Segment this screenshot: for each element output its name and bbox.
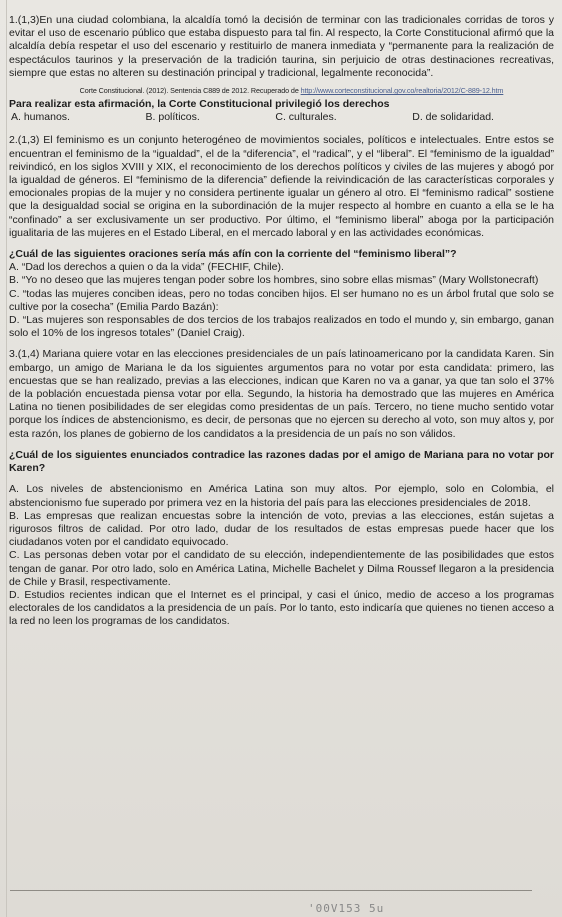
question-2 (9, 134, 554, 340)
question-1-text: 1.(1,3)En una ciudad colombiana, la alcaldía tomó la decisión de terminar con las tradicionales corridas de toros y evitar el uso de escenario público que estaba dispuesto para tal fin. Al respecto, la Corte Constitucional afirmó que la alcaldía debía respetar el uso del escenario y restituirlo de manera inmediata y “permanente para la realización de espectáculos taurinos y la preservación de la tradición taurina, sin perjuicio de otras destinaciones recreativas, siempre que estas no alteren su destinación principal y tradicional, legalmente reconocida”. (9, 14, 554, 79)
citation (29, 86, 554, 96)
option-d[interactable]: D. Estudios recientes indican que el Internet es el principal, y casi el único, medio de acceso a los programas electorales de los candidatos a la presidencia de un país. Por lo tanto, esto indicaría que quienes no tienen acceso a la red no leen los programas de los candidatos. (9, 588, 554, 628)
question-1-options (9, 111, 554, 124)
option-c[interactable]: C. “todas las mujeres conciben ideas, pero no todas conciben hijos. El ser humano no es un árbol frutal que solo se cultive por la cosecha” (Emilia Pardo Bazán): (9, 287, 554, 313)
option-c[interactable]: C. culturales. (275, 111, 337, 124)
option-a[interactable]: A. humanos. (11, 111, 70, 124)
margin-line (6, 0, 7, 917)
option-d[interactable]: D. “Las mujeres son responsables de dos tercios de los trabajos realizados en todo el mundo y, sin embargo, ganan solo el 10% de los ingresos totales” (Daniel Craig). (9, 314, 554, 340)
option-d[interactable]: D. de solidaridad. (412, 111, 494, 124)
option-b[interactable]: B. Las empresas que realizan encuestas sobre la intención de voto, previas a las elecciones, están sujetas a rigurosos filtros de calidad. Por otro lado, dudar de los resultados de estas empresas puede hacer que los ciudadanos voten por el candidato equivocado. (9, 509, 554, 549)
question-2-prompt: ¿Cuál de las siguientes oraciones sería más afín con la corriente del “feminismo liberal”? (9, 248, 457, 261)
question-3-text: 3.(1,4) Mariana quiere votar en las elecciones presidenciales de un país latinoamericano por la candidata Karen. Sin embargo, un amigo de Mariana le da los siguientes argumentos para no votar por esta candidata: primero, las encuestas que se han realizado, previas a las elecciones, indican que Karen no va a ganar, ya que tan solo el 37% de la población encuestada piensa votar por ella. Segundo, la historia ha demostrado que las mujeres en América Latina no tienen posibilidades de ser elegidas como presidentas de un país. Tercero, no tiene mucho sentido votar porque los índices de abstencionismo, es decir, de personas que no ejercen su derecho al voto, son muy altos y, por esta razón, los planes de gobierno de los candidatos a la presidencia de un país no son válidos. (9, 348, 554, 440)
question-1 (9, 14, 554, 124)
footer-divider (10, 890, 532, 891)
citation-link[interactable]: http://www.corteconstitucional.gov.co/realtoria/2012/C-889-12.htm (300, 86, 504, 96)
option-c[interactable]: C. Las personas deben votar por el candidato de su elección, independientemente de las posibilidades que estos tengan de ganar. Por otro lado, solo en América Latina, Michelle Bachelet y Dilma Roussef llegaron a la presidencia de Chile y Brasil, respectivamente. (9, 549, 554, 588)
question-3 (9, 348, 554, 628)
citation-text: Corte Constitucional. (2012). Sentencia C889 de 2012. Recuperado de (79, 86, 301, 96)
option-b[interactable]: B. políticos. (145, 111, 200, 124)
option-a[interactable]: A. Los niveles de abstencionismo en América Latina son muy altos. Por ejemplo, solo en Colombia, el abstencionismo fue superado por primera vez en la historia del país para las elecciones presidenciales de 2018. (9, 483, 554, 509)
option-a[interactable]: A. “Dad los derechos a quien o da la vida” (FECHIF, Chile). (9, 261, 284, 274)
option-b[interactable]: B. “Yo no deseo que las mujeres tengan poder sobre los hombres, sino sobre ellas mismas” (Mary Wollstonecraft) (9, 274, 539, 287)
question-1-prompt: Para realizar esta afirmación, la Corte Constitucional privilegió los derechos (9, 98, 390, 111)
question-3-prompt: ¿Cuál de los siguientes enunciados contradice las razones dadas por el amigo de Mariana para no votar por Karen? (9, 448, 554, 475)
footer-stamp: '00V153 5u (308, 902, 385, 915)
question-2-text: 2.(1,3) El feminismo es un conjunto heterogéneo de movimientos sociales, políticos e intelectuales. Entre estos se encuentran el feminismo de la “igualdad”, el de la “diferencia”, el “radical”, y el “liberal”. El “feminismo de la igualdad” reivindicó, en los siglos XVIII y XIX, el reconocimiento de los derechos políticos y civiles de las mujeres y abogó por la igualdad de géneros. El “feminismo de la diferencia” defiende la reivindicación de las características corporales y emocionales propias de la mujer y no considera pertinente igualar un género al otro. El “feminismo radical” sostiene que la desigualdad social se origina en la subordinación de la mujer respecto al hombre en cuanto a ella se le ha “confinado” a ser exclusivamente un ser productivo. Por último, el “feminismo liberal” aboga por la participación igualitaria de las mujeres en el Estado Liberal, en el mercado laboral y en las actividades económicas. (9, 134, 554, 239)
